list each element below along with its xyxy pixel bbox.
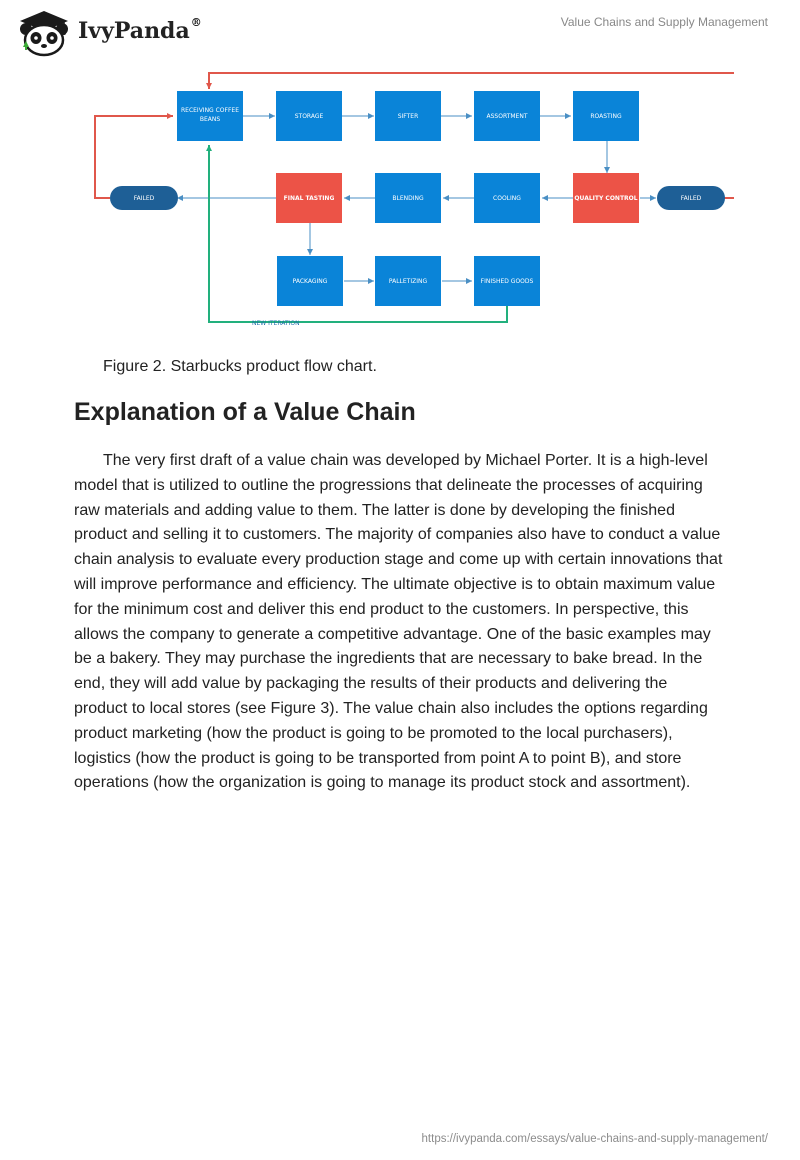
svg-text:PACKAGING: PACKAGING (292, 278, 328, 285)
node-blending (375, 173, 441, 223)
new-iteration-label: NEW ITERATION (252, 320, 300, 327)
svg-text:COOLING: COOLING (493, 195, 521, 202)
svg-text:BEANS: BEANS (199, 116, 221, 123)
node-packaging (277, 256, 343, 306)
flow-chart-svg (74, 62, 734, 332)
svg-text:QUALITY CONTROL: QUALITY CONTROL (574, 195, 638, 202)
svg-text:ROASTING: ROASTING (590, 113, 622, 120)
panda-mascot-icon (14, 7, 74, 57)
node-assortment (474, 91, 540, 141)
figure-caption: Figure 2. Starbucks product flow chart. (103, 358, 377, 375)
node-failed-right (657, 186, 725, 210)
running-title: Value Chains and Supply Management (560, 15, 768, 29)
svg-text:RECEIVING COFFEE: RECEIVING COFFEE (180, 107, 240, 114)
node-sifter (375, 91, 441, 141)
node-storage (276, 91, 342, 141)
reject-loop-left (95, 116, 173, 198)
svg-text:ASSORTMENT: ASSORTMENT (486, 113, 528, 120)
svg-text:FAILED: FAILED (133, 195, 155, 202)
node-failed-left (110, 186, 178, 210)
source-url[interactable]: https://ivypanda.com/essays/value-chains-and-supply-management/ (421, 1133, 768, 1145)
svg-text:STORAGE: STORAGE (294, 113, 324, 120)
page-header (0, 0, 800, 60)
svg-text:PALLETIZING: PALLETIZING (388, 278, 428, 285)
svg-text:FINAL TASTING: FINAL TASTING (283, 195, 335, 202)
svg-text:SIFTER: SIFTER (397, 113, 419, 120)
svg-text:BLENDING: BLENDING (392, 195, 424, 202)
brand-name: IvyPanda® (78, 16, 202, 44)
node-receiving-coffee-beans (177, 91, 243, 141)
ivypanda-logo[interactable] (14, 7, 204, 57)
body-paragraph: The very first draft of a value chain was developed by Michael Porter. It is a high-level model that is utilized to outline the progressions that delineate the processes of acquiring raw materials and adding value to them. The latter is done by developing the finished product and selling it to customers. The majority of companies also have to conduct a value chain analysis to evaluate every production stage and come up with certain innovations that will improve performance and efficiency. The ultimate objective is to obtain maximum value for the minimum cost and deliver this end product to the customers. In perspective, this allows the company to generate a competitive advantage. One of the basic examples may be a bakery. They may purchase the ingredients that are necessary to bake bread. In the end, they will add value by packaging the results of their products and delivering the product to local stores (see Figure 3). The value chain also includes the options regarding product marketing (how the product is going to be promoted to the local purchasers), logistics (how the product is going to be transported from point A to point B), and store operations (how the organization is going to manage its product stock and assortment). (74, 452, 723, 792)
node-final-tasting (276, 173, 342, 223)
node-roasting (573, 91, 639, 141)
node-palletizing (375, 256, 441, 306)
section-heading: Explanation of a Value Chain (74, 398, 416, 426)
node-cooling (474, 173, 540, 223)
node-finished-goods (474, 256, 540, 306)
new-iteration-loop (209, 145, 507, 322)
svg-text:FINISHED GOODS: FINISHED GOODS (480, 278, 534, 285)
svg-text:FAILED: FAILED (680, 195, 702, 202)
product-flow-chart (74, 62, 734, 332)
node-quality-control (573, 173, 639, 223)
